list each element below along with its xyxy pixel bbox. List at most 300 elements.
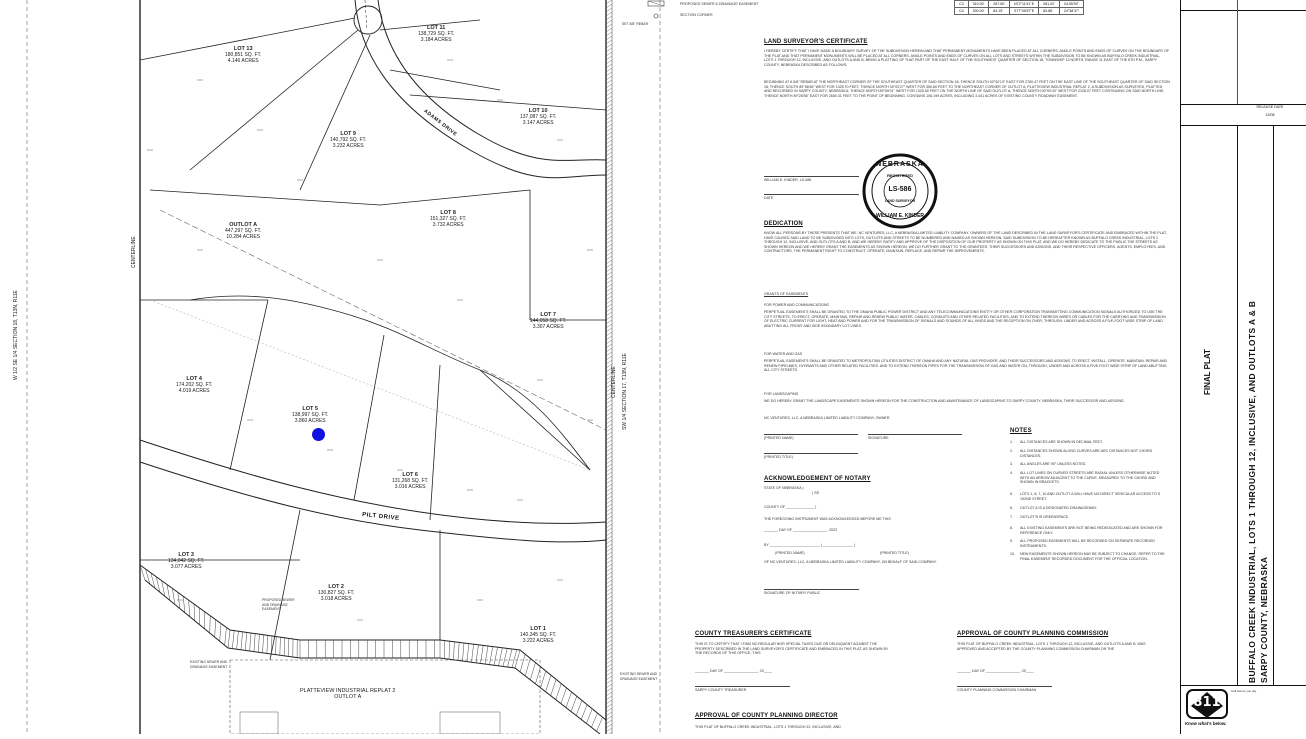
callout-proposed-easement: PROPOSED SEWER AND DRAINAGE EASEMENT — [262, 598, 302, 612]
note-number: 5. — [1010, 492, 1013, 497]
boundary-hatch — [606, 172, 612, 176]
centerline-label-left: CENTERLINE — [131, 236, 137, 268]
easement-hatch — [463, 643, 465, 661]
boundary-hatch — [606, 212, 612, 216]
boundary-hatch — [606, 164, 612, 168]
boundary-hatch — [606, 4, 612, 8]
treasurer-body: THIS IS TO CERTIFY THAT I FIND NO REGULAR NOR SPECIAL TAXES DUE OR DELINQUENT AGAINST THE PROPERTY DESCRIBED IN THE LAND SURVEYOR'S CERTIFICATE AND EMBRACED IN THIS PLAT, AS SHOWN BY THE RECORDS OF THIS OFFICE, THIS — [695, 642, 895, 662]
boundary-hatch — [606, 540, 612, 544]
surveyor-date-label: DATE — [764, 196, 773, 200]
easement-hatch — [556, 684, 561, 700]
lot-label-3: LOT 3 134,042 SQ. FT. 3.077 ACRES — [168, 552, 204, 570]
boundary-hatch — [606, 272, 612, 276]
ack-body: THE FOREGOING INSTRUMENT WAS ACKNOWLEDGED BEFORE ME THIS — [764, 517, 891, 521]
boundary-hatch — [606, 504, 612, 508]
boundary-hatch — [606, 288, 612, 292]
boundary-hatch — [606, 308, 612, 312]
easement-hatch — [241, 632, 243, 650]
easement-hatch — [581, 705, 587, 720]
title-divider-bottom — [1181, 685, 1306, 686]
boundary-hatch — [606, 128, 612, 132]
boundary-hatch — [606, 696, 612, 700]
easement-hatch — [485, 646, 488, 664]
boundary-hatch — [606, 184, 612, 188]
note-item: OUTLOT B IS GREENSPACE. — [1020, 515, 1168, 520]
boundary-hatch — [606, 168, 612, 172]
ack-day: _______ DAY OF _________________, 2023 — [764, 528, 837, 532]
callout-top: SET 5/8" REBAR — [622, 22, 670, 27]
easement-hatch — [220, 624, 221, 642]
boundary-hatch — [606, 236, 612, 240]
note-number: 1. — [1010, 440, 1013, 445]
boundary-hatch — [606, 448, 612, 452]
note-item: ALL EXISTING EASEMENTS ARE NOT BEING REDEDICATED AND ARE SHOWN FOR REFERENCE ONLY. — [1020, 526, 1168, 535]
surveyor-certificate-title: LAND SURVEYOR'S CERTIFICATE — [764, 39, 868, 45]
boundary-hatch — [606, 472, 612, 476]
boundary-hatch — [606, 544, 612, 548]
easement-hatch — [576, 700, 582, 715]
section-label-left: W 1/2 SE 1/4 SECTION 18, T13N, R11E — [13, 290, 19, 380]
note-number: 6. — [1010, 506, 1013, 511]
boundary-hatch — [606, 672, 612, 676]
lot-label-8: LOT 8 151,327 SQ. FT. 3.732 ACRES — [430, 210, 466, 228]
boundary-hatch — [606, 292, 612, 296]
boundary-hatch — [606, 108, 612, 112]
easement-hatch — [597, 717, 603, 731]
easement-hatch — [237, 631, 239, 649]
boundary-hatch — [606, 528, 612, 532]
note-number: 10. — [1010, 552, 1015, 557]
centerline-label-right: CENTERLINE — [611, 366, 617, 398]
easement-hatch — [546, 675, 551, 692]
curve-table — [954, 0, 1084, 15]
boundary-hatch — [606, 692, 612, 696]
surveyor-signature-line — [764, 176, 859, 177]
boundary-hatch — [606, 300, 612, 304]
easement-hatch — [481, 645, 484, 663]
boundary-hatch — [606, 608, 612, 612]
boundary-hatch — [606, 576, 612, 580]
easement-hatch — [520, 654, 525, 672]
seal-ring-label: LAND SURVEYOR — [862, 199, 938, 203]
owner-title-line — [764, 453, 858, 454]
boundary-hatch — [606, 716, 612, 720]
boundary-hatch — [606, 352, 612, 356]
easement-hatch — [189, 600, 190, 617]
note-number: 8. — [1010, 526, 1013, 531]
boundary-hatch — [606, 596, 612, 600]
boundary-hatch — [606, 552, 612, 556]
power-title: FOR POWER AND COMMUNICATIONS — [764, 303, 829, 307]
callout-existing-easement-right: EXISTING SEWER AND DRAINAGE EASEMENT — [620, 672, 666, 681]
boundary-hatch — [606, 708, 612, 712]
note-item: ALL ANGLES ARE 90° UNLESS NOTED. — [1020, 462, 1168, 467]
treasurer-day: _______ DAY OF _________________, 20____ — [695, 669, 772, 673]
owner-printed-title: (PRINTED TITLE) — [764, 455, 793, 459]
outlot-b-label: PLATTEVIEW INDUSTRIAL REPLAT 2 OUTLOT A — [300, 688, 395, 700]
boundary-hatch — [606, 680, 612, 684]
boundary-hatch — [606, 632, 612, 636]
planning-commission-title: APPROVAL OF COUNTY PLANNING COMMISSION — [957, 631, 1108, 637]
easement-hatch — [458, 642, 459, 660]
boundary-hatch — [606, 656, 612, 660]
surveyor-signature-label: WILLIAM E. KINDER, LS-586 — [764, 178, 811, 182]
easement-hatch — [254, 634, 255, 652]
easement-hatch — [541, 671, 546, 688]
title-divider-2 — [1181, 125, 1306, 126]
notary-signature-label: SIGNATURE OF NOTARY PUBLIC — [764, 591, 820, 595]
boundary-hatch — [606, 276, 612, 280]
boundary-hatch — [606, 536, 612, 540]
boundary-hatch — [606, 144, 612, 148]
boundary-hatch — [606, 68, 612, 72]
call-811-number: 811 — [1185, 695, 1229, 710]
boundary-hatch — [606, 332, 612, 336]
lot-label-9: LOT 9 140,792 SQ. FT. 3.232 ACRES — [330, 131, 366, 149]
boundary-hatch — [606, 48, 612, 52]
note-number: 3. — [1010, 462, 1013, 467]
boundary-hatch — [606, 480, 612, 484]
curve-cell: 24.55'39" — [1059, 1, 1083, 8]
surveyor-seal — [862, 153, 938, 229]
boundary-hatch — [606, 120, 612, 124]
note-number: 4. — [1010, 471, 1013, 476]
boundary-hatch — [606, 312, 612, 316]
treasurer-signature-line — [695, 686, 790, 687]
easement-hatch — [263, 635, 264, 653]
lot-label-4: LOT 4 174,202 SQ. FT. 4.019 ACRES — [176, 376, 212, 394]
seal-name: WILLIAM E. KINDER — [862, 213, 938, 219]
boundary-hatch — [606, 432, 612, 436]
boundary-hatch — [606, 460, 612, 464]
surveyor-certificate-body: I HEREBY CERTIFY THAT I HAVE MADE A BOUNDARY SURVEY OF THE SUBDIVISION HEREIN AND THAT PERMANENT MONUMENTS HAVE BEEN PLACED AT ALL CORNERS, ANGLE POINTS AND ENDS OF CURVES ON THE BOUNDARY OF THE PLAT AND THAT PERMANENT MONUMENTS WILL BE PLACED AT ALL CORNERS, ANGLE POINTS AND ENDS OF CURVES ON ALL LOTS AND STREETS WITHIN THE SUBDIVISION TO BE KNOWN AS BUFFALO CREEK INDUSTRIAL, LOTS 1 THROUGH 12, INCLUSIVE, AND OUTLOTS A AND B, BEING A PLATTING OF THAT PART OF THE EAST HALF OF THE SOUTHWEST QUARTER OF SECTION 18, TOWNSHIP 13 NORTH, RANGE 11 EAST OF THE 6TH P.M., SARPY COUNTY, NEBRASKA DESCRIBED AS FOLLOWS: — [764, 49, 1170, 77]
ack-by: BY _________________________ ( _______________ ) — [764, 543, 855, 547]
easement-hatch — [194, 604, 195, 621]
boundary-hatch — [606, 76, 612, 80]
boundary-hatch — [606, 408, 612, 412]
boundary-hatch — [606, 280, 612, 284]
street-label-pilt: PILT DRIVE — [362, 512, 400, 522]
note-item: ALL DISTANCES ARE SHOWN IN DECIMAL FEET. — [1020, 440, 1168, 445]
lot-label-5: LOT 5 138,997 SQ. FT. 3.860 ACRES — [292, 406, 328, 424]
easement-hatch — [258, 634, 259, 652]
boundary-hatch — [606, 664, 612, 668]
easement-hatch — [525, 658, 530, 676]
boundary-hatch — [606, 40, 612, 44]
street-label-adams: ADAMS DRIVE — [422, 108, 458, 138]
ack-county: COUNTY OF ______________ ) — [764, 505, 816, 509]
boundary-hatch — [606, 612, 612, 616]
notes-list — [1010, 440, 1170, 600]
landscaping-body: WE DO HEREBY GRANT THE LANDSCAPE EASEMENTS SHOWN HEREON FOR THE CONSTRUCTION AND MAINTENANCE OF LANDSCAPING TO SARPY COUNTY, NEBRASKA, THEIR SUCCESSOR AND ASSIGNS. — [764, 399, 1170, 409]
boundary-hatch — [606, 100, 612, 104]
boundary-hatch — [606, 296, 612, 300]
landscaping-title: FOR LANDSCAPING — [764, 392, 798, 396]
easement-hatch — [551, 679, 556, 695]
call-811-tagline: Know what's below. — [1185, 721, 1235, 726]
boundary-hatch — [606, 140, 612, 144]
boundary-hatch — [606, 636, 612, 640]
boundary-hatch — [606, 600, 612, 604]
boundary-hatch — [606, 620, 612, 624]
boundary-hatch — [606, 700, 612, 704]
boundary-hatch — [606, 440, 612, 444]
planning-commission-day: _______ DAY OF _________________, 20____ — [957, 669, 1034, 673]
boundary-hatch — [606, 704, 612, 708]
boundary-hatch — [606, 356, 612, 360]
lot-label-2: LOT 2 130,827 SQ. FT. 3.018 ACRES — [318, 584, 354, 602]
project-title: BUFFALO CREEK INDUSTRIAL, LOTS 1 THROUGH 12, INCLUSIVE, AND OUTLOTS A & B — [1247, 301, 1257, 683]
curve-cell: 300.00' — [968, 8, 989, 15]
boundary-hatch — [606, 548, 612, 552]
boundary-hatch — [606, 588, 612, 592]
boundary-hatch — [606, 284, 612, 288]
release-date-label: RELEASE DATE — [1241, 105, 1299, 109]
lot-label-7: LOT 7 144,058 SQ. FT. 3.307 ACRES — [530, 312, 566, 330]
boundary-hatch — [606, 712, 612, 716]
boundary-hatch — [606, 428, 612, 432]
power-body: PERPETUAL EASEMENTS SHALL BE GRANTED TO THE OMAHA PUBLIC POWER DISTRICT AND ANY TELECOMMUNICATIONS ENTITY OR OTHER CORPORATION TRANSMITTING COMMUNICATION SIGNALS AUTHORIZED TO USE THE CITY STREETS, TO ERECT, OPERATE, MAINTAIN, REPAIR AND RENEW PUBLIC WATER, CABLES, CONDUITS AND OTHER RELATED FACILITIES, AND TO EXTEND THEREON WIRES OR CABLES FOR THE CARRYING AND TRANSMISSION OF ELECTRIC CURRENT FOR LIGHT, HEAT AND POWER AND FOR THE TRANSMISSION OF SIGNALS AND SOUNDS OF ALL KINDS AND THE RECEPTION ON OVER, THROUGH, UNDER AND ACROSS A FIVE-FOOT WIDE STRIP OF LAND ABUTTING ALL FRONT AND SIDE BOUNDARY LOT LINES. — [764, 310, 1170, 346]
boundary-hatch — [606, 188, 612, 192]
boundary-hatch — [606, 500, 612, 504]
lot-label-11: LOT 11 138,729 SQ. FT. 3.184 ACRES — [418, 25, 454, 43]
planning-commission-signature-line — [957, 686, 1052, 687]
boundary-hatch — [606, 320, 612, 324]
dedication-title: DEDICATION — [764, 221, 803, 227]
call-811-subtext: Call before you dig. — [1231, 690, 1303, 730]
project-county: SARPY COUNTY, NEBRASKA — [1259, 557, 1269, 683]
boundary-hatch — [606, 64, 612, 68]
easement-hatch — [490, 647, 493, 665]
boundary-hatch — [606, 452, 612, 456]
grants-title: GRANTS OF EASEMENTS — [764, 292, 808, 296]
boundary-hatch — [606, 20, 612, 24]
boundary-hatch — [606, 496, 612, 500]
boundary-hatch — [606, 348, 612, 352]
boundary-hatch — [606, 404, 612, 408]
curve-cell: C4 — [955, 8, 969, 15]
curve-cell: 84.15' — [989, 8, 1010, 15]
boundary-hatch — [606, 580, 612, 584]
final-plat-label: FINAL PLAT — [1203, 349, 1212, 395]
curve-cell: N72°11'41"E — [1009, 1, 1038, 8]
boundary-hatch — [606, 336, 612, 340]
easement-hatch — [276, 637, 277, 655]
boundary-hatch — [606, 44, 612, 48]
boundary-hatch — [606, 268, 612, 272]
surveyor-date-line — [764, 194, 859, 195]
owner-signature-label: SIGNATURE — [868, 436, 889, 440]
easement-hatch — [454, 642, 455, 660]
boundary-hatch — [606, 180, 612, 184]
planning-director-body: THIS PLAT OF BUFFALO CREEK INDUSTRIAL, LOTS 1 THROUGH 12, INCLUSIVE, AND — [695, 725, 895, 733]
boundary-hatch — [606, 508, 612, 512]
boundary-hatch — [606, 136, 612, 140]
section-label-right: SW 1/4 SECTION 17, T13N, R11E — [622, 353, 628, 430]
planning-director-title: APPROVAL OF COUNTY PLANNING DIRECTOR — [695, 713, 838, 719]
curve-cell: 83.88' — [1039, 8, 1060, 15]
lot-label-6: LOT 6 131,268 SQ. FT. 3.016 ACRES — [392, 472, 428, 490]
boundary-hatch — [606, 192, 612, 196]
boundary-hatch — [606, 444, 612, 448]
easement-hatch — [503, 648, 507, 666]
boundary-hatch — [606, 32, 612, 36]
boundary-hatch — [606, 616, 612, 620]
easement-hatch — [280, 637, 281, 655]
boundary-hatch — [606, 88, 612, 92]
boundary-hatch — [606, 324, 612, 328]
boundary-hatch — [606, 244, 612, 248]
easement-hatch — [228, 630, 230, 648]
boundary-hatch — [606, 248, 612, 252]
boundary-hatch — [606, 488, 612, 492]
note-number: 7. — [1010, 515, 1013, 520]
boundary-hatch — [606, 512, 612, 516]
note-item: OUTLOT A IS A DESIGNATED DRAINAGEWAY. — [1020, 506, 1168, 511]
curve-cell: 24°38'37" — [1059, 8, 1083, 15]
boundary-hatch — [606, 220, 612, 224]
owner-signature-line — [868, 434, 962, 435]
boundary-hatch — [606, 468, 612, 472]
curve-row — [955, 1, 1084, 8]
note-number: 2. — [1010, 449, 1013, 454]
ack-printed-title: (PRINTED TITLE) — [880, 551, 909, 555]
easement-hatch — [571, 696, 577, 711]
legend-area — [640, 0, 1180, 22]
easement-hatch — [183, 596, 185, 612]
treasurer-title: COUNTY TREASURER'S CERTIFICATE — [695, 631, 812, 637]
curve-cell: C3 — [955, 1, 969, 8]
title-divider-top — [1181, 10, 1306, 11]
boundary-hatch — [606, 456, 612, 460]
boundary-hatch — [606, 72, 612, 76]
boundary-hatch — [606, 360, 612, 364]
boundary-hatch — [606, 604, 612, 608]
easement-hatch — [215, 620, 216, 638]
boundary-hatch — [606, 260, 612, 264]
boundary-hatch — [606, 624, 612, 628]
easement-hatch — [467, 644, 469, 662]
boundary-hatch — [606, 412, 612, 416]
easement-hatch — [530, 663, 535, 680]
call-811-logo — [1185, 688, 1229, 728]
boundary-hatch — [606, 152, 612, 156]
easement-hatch — [472, 644, 474, 662]
callout-existing-easement: EXISTING SEWER AND DRAINAGE EASEMENT — [190, 660, 230, 669]
boundary-hatch — [606, 560, 612, 564]
boundary-hatch — [606, 200, 612, 204]
seal-number: LS-586 — [862, 186, 938, 193]
boundary-hatch — [606, 644, 612, 648]
owner-name-line — [764, 434, 858, 435]
boundary-hatch — [606, 56, 612, 60]
boundary-hatch — [606, 564, 612, 568]
boundary-hatch — [606, 256, 612, 260]
boundary-hatch — [606, 660, 612, 664]
boundary-hatch — [606, 316, 612, 320]
boundary-hatch — [606, 436, 612, 440]
boundary-hatch — [606, 516, 612, 520]
boundary-hatch — [606, 724, 612, 728]
acknowledgement-title: ACKNOWLEDGEMENT OF NOTARY — [764, 476, 871, 482]
boundary-hatch — [606, 52, 612, 56]
location-marker — [312, 428, 325, 441]
boundary-hatch — [606, 104, 612, 108]
easement-hatch — [232, 631, 234, 649]
boundary-hatch — [606, 556, 612, 560]
easement-hatch — [592, 713, 598, 727]
boundary-hatch — [606, 420, 612, 424]
owner-printed-name: (PRINTED NAME) — [764, 436, 794, 440]
boundary-hatch — [606, 264, 612, 268]
boundary-hatch — [606, 24, 612, 28]
ack-of: OF NC VENTURES, LLC, A NEBRASKA LIMITED LIABILITY COMPANY, ON BEHALF OF SAID COMPANY. — [764, 560, 974, 570]
boundary-hatch — [606, 424, 612, 428]
note-item: ALL LOT LINES ON CURVED STREETS ARE RADIAL UNLESS OTHERWISE NOTED WITH AN ARROW ADJACENT TO THE CURVE, MEASURED TO THE CHORD AND SHOWN IN BRACKETS. — [1020, 471, 1168, 485]
boundary-hatch — [606, 112, 612, 116]
easement-hatch — [225, 627, 227, 645]
dedication-body: KNOW ALL PERSONS BY THESE PRESENTS THAT WE, NC VENTURES, LLC, A NEBRASKA LIMITED LIABILITY COMPANY, OWNERS OF THE LAND DESCRIBED IN THE LAND SURVEYOR'S CERTIFICATE AND EMBRACED WITHIN THE PLAT, HAVE CAUSED SAID LAND TO BE SUBDIVIDED INTO LOTS, OUTLOTS AND STREETS TO BE NUMBERED AND NAMED AS SHOWN HEREON, SAID SUBDIVISION TO BE HEREAFTER KNOWN AS BUFFALO CREEK INDUSTRIAL, LOTS 1 THROUGH 12, INCLUSIVE, AND OUTLOTS A AND B, AND WE HEREBY RATIFY AND APPROVE OF THE DISPOSITION OF OUR PROPERTY AS SHOWN ON THIS PLAT, AND WE DO HEREBY DEDICATE TO THE PUBLIC THE STREETS AS SHOWN HEREON AND WE HEREBY GRANT THE EASEMENTS AS SHOWN HEREON. WE DO FURTHER GRANT TO THE GRANTEES, THEIR SUCCESSORS AND ASSIGNS, AND THEIR RESPECTIVE OFFICERS, AGENTS, EMPLOYEES, AND CONTRACTORS, THE PERMANENT RIGHT TO CONSTRUCT, OPERATE, MAINTAIN, REPLACE, AND REPAIR THE IMPROVEMENTS. — [764, 231, 1170, 287]
boundary-hatch — [606, 196, 612, 200]
boundary-hatch — [606, 652, 612, 656]
boundary-hatch — [606, 568, 612, 572]
planning-commission-body: THIS PLAT OF BUFFALO CREEK INDUSTRIAL, LOTS 1 THROUGH 12, INCLUSIVE, AND OUTLOTS A AND B, WAS APPROVED AND ACCEPTED BY THE COUNTY PLANNING COMMISSION CHAIRMAN ON THE — [957, 642, 1157, 662]
note-item: ALL DISTANCES SHOWN ALONG CURVES ARE ARC DISTANCES NOT CHORD DISTANCES. — [1020, 449, 1168, 458]
easement-hatch — [561, 688, 567, 704]
water-title: FOR WATER AND GAS — [764, 352, 802, 356]
boundary-hatch — [606, 156, 612, 160]
outlot-a-label: OUTLOT A 447,297 SQ. FT. 10.284 ACRES — [225, 222, 261, 240]
boundary-hatch — [606, 720, 612, 724]
boundary-hatch — [606, 328, 612, 332]
boundary-hatch — [606, 676, 612, 680]
boundary-hatch — [606, 416, 612, 420]
boundary-hatch — [606, 204, 612, 208]
boundary-hatch — [606, 344, 612, 348]
boundary-hatch — [606, 160, 612, 164]
title-divider-v — [1237, 0, 1238, 104]
notary-signature-line — [764, 589, 859, 590]
planning-commission-signature-label: COUNTY PLANNING COMMISSION CHAIRMAN — [957, 688, 1036, 692]
boundary-hatch — [606, 484, 612, 488]
boundary-hatch — [606, 148, 612, 152]
lot-label-10: LOT 10 137,087 SQ. FT. 3.147 ACRES — [520, 108, 556, 126]
lot-label-13: LOT 13 180,851 SQ. FT. 4.146 ACRES — [225, 46, 261, 64]
boundary-hatch — [606, 668, 612, 672]
easement-hatch — [449, 641, 450, 659]
curve-cell: 287.60' — [989, 1, 1010, 8]
easement-hatch — [508, 649, 513, 667]
boundary-hatch — [606, 0, 612, 4]
water-body: PERPETUAL EASEMENTS SHALL BE GRANTED TO METROPOLITAN UTILITIES DISTRICT OF OMAHA AND ANY NATURAL GAS PROVIDER, AND THEIR SUCCESSORS AND ASSIGNS, TO ERECT, INSTALL, OPERATE, MAINTAIN, REPAIR AND RENEW PIPELINES, HYDRANTS AND OTHER RELATED FACILITIES, AND TO EXTEND THEREON PIPES FOR THE TRANSMISSION OF GAS AND WATER ON, THROUGH, UNDER AND ACROSS A FIVE-FOOT WIDE STRIP OF LAND ABUTTING ALL CITY STREETS. — [764, 359, 1170, 385]
curve-cell: 281.02' — [1039, 1, 1060, 8]
boundary-hatch — [606, 640, 612, 644]
boundary-hatch — [606, 592, 612, 596]
boundary-hatch — [606, 584, 612, 588]
easement-hatch — [250, 633, 251, 651]
boundary-hatch — [606, 12, 612, 16]
lot-label-1: LOT 1 140,345 SQ. FT. 3.222 ACRES — [520, 626, 556, 644]
title-divider-v2 — [1237, 125, 1238, 685]
boundary-hatch — [606, 252, 612, 256]
boundary-hatch — [606, 628, 612, 632]
easement-hatch — [499, 648, 503, 666]
boundary-hatch — [606, 124, 612, 128]
boundary-hatch — [606, 728, 612, 732]
boundary-hatch — [606, 176, 612, 180]
boundary-hatch — [606, 8, 612, 12]
easement-hatch — [172, 588, 174, 604]
